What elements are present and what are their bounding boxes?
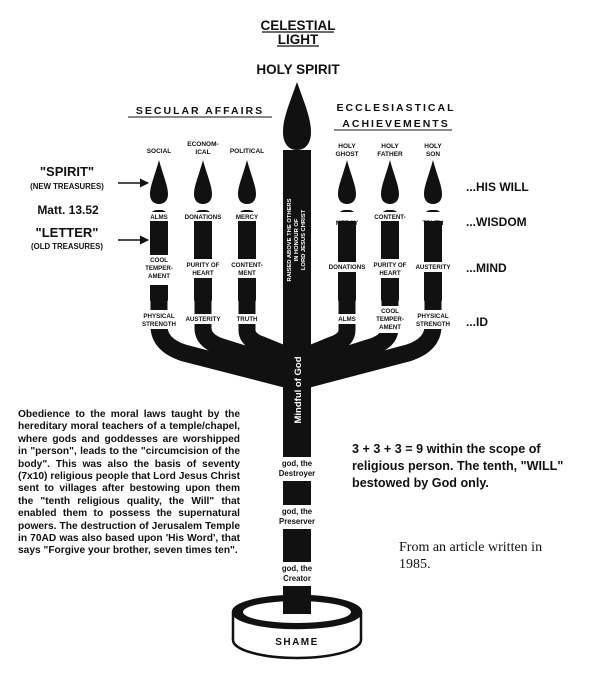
quality-mind-economical-1: PURITY OF	[186, 262, 220, 269]
flame-central	[283, 82, 311, 150]
quality-id-social-2: STRENGTH	[141, 321, 177, 328]
candle-title-social: SOCIAL	[146, 148, 172, 155]
letter-label: "LETTER"	[35, 225, 99, 240]
quality-wisdom-holy-son: TRUTH	[422, 220, 444, 227]
quality-mind-economical-2: HEART	[192, 270, 214, 277]
stem-texts	[279, 459, 315, 583]
obedience-paragraph: Obedience to the moral laws taught by the hereditary moral teachers of a temple/chapel, where gods and goddesses are worshipped in "person", leads to the "circumcision of the body". This was also the basis of seventy (7x10) religious people that Lord Jesus Christ sent to villages after bestowing upon them the "tenth religious quality, the Will" that enabled them to possess the supernatural powers. The destruction of Jerusalem Temple in 70AD was also based upon 'His Word', that says "Forgive your brother, seven times ten".	[18, 409, 240, 557]
flame-holy-son	[424, 160, 442, 204]
stem-into-base	[283, 598, 311, 614]
quality-mind-social-3: AMENT	[148, 273, 170, 280]
quality-id-holy-father-2: TEMPER-	[376, 316, 404, 323]
quality-wisdom-holy-ghost: MERCY	[335, 220, 359, 227]
letter-sublabel: (OLD TREASURES)	[31, 242, 103, 251]
quality-wisdom-political: MERCY	[235, 214, 259, 221]
his-will-label: ...HIS WILL	[466, 180, 529, 194]
stem-creator-2: Creator	[283, 574, 311, 583]
quality-mind-holy-father-2: HEART	[379, 270, 401, 277]
id-label: ...ID	[466, 315, 489, 329]
flame-social	[150, 160, 168, 204]
quality-id-holy-son-1: PHYSICAL	[417, 313, 449, 320]
candle-title-economical-1: ECONOM-	[187, 141, 219, 148]
central-inscription-3: LORD JESUS CHRIST	[301, 209, 307, 271]
candle-title-holy-ghost-2: GHOST	[335, 151, 359, 158]
quality-id-holy-ghost: ALMS	[338, 316, 356, 323]
stem-destroyer-2: Destroyer	[278, 469, 316, 478]
stem-preserver-1: god, the	[281, 507, 313, 516]
ecclesiastical-heading-2: ACHIEVEMENTS	[342, 118, 450, 130]
quality-id-economical: AUSTERITY	[185, 316, 221, 323]
holy-spirit-label: HOLY SPIRIT	[256, 62, 340, 77]
candle-title-holy-ghost-1: HOLY	[338, 143, 356, 150]
central-inscription-1: RAISED ABOVE THE OTHERS	[287, 198, 293, 282]
quality-mind-political-1: CONTENT-	[231, 262, 263, 269]
quality-mind-political-2: MENT	[238, 270, 256, 277]
ecclesiastical-heading-1: ECCLESIASTICAL	[336, 102, 456, 114]
flame-holy-father	[381, 160, 399, 204]
quality-mind-social-1: COOL	[150, 257, 168, 264]
quality-id-holy-father-1: COOL	[381, 308, 399, 315]
quality-mind-holy-ghost: DONATIONS	[328, 264, 366, 271]
candle-title-holy-father-2: FATHER	[377, 151, 403, 158]
article-note: From an article written in 1985.	[399, 540, 543, 572]
candle-title-economical-2: ICAL	[195, 149, 211, 156]
secular-heading: SECULAR AFFAIRS	[135, 105, 265, 117]
title-line-1: CELESTIAL	[260, 18, 336, 33]
base-label-shame: SHAME	[275, 637, 319, 648]
quality-wisdom-holy-father-1: CONTENT-	[374, 214, 406, 221]
quality-wisdom-social: ALMS	[150, 214, 168, 221]
title-line-2: LIGHT	[277, 32, 319, 47]
quality-id-holy-father-3: AMENT	[379, 324, 401, 331]
candle-title-political: POLITICAL	[229, 148, 265, 155]
quality-mind-holy-son: AUSTERITY	[415, 264, 451, 271]
spirit-label: "SPIRIT"	[39, 164, 95, 179]
quality-id-holy-son-2: STRENGTH	[415, 321, 451, 328]
quality-wisdom-holy-father-2: MENT	[381, 221, 399, 228]
candle-political	[238, 210, 256, 306]
candle-economical	[194, 210, 212, 306]
quality-mind-holy-father-1: PURITY OF	[373, 262, 407, 269]
quality-id-political: TRUTH	[236, 316, 258, 323]
wisdom-label: ...WISDOM	[466, 215, 527, 229]
quality-mind-social-2: TEMPER-	[145, 265, 173, 272]
mindful-of-god-label: Mindful of God	[293, 356, 304, 424]
matt-reference: Matt. 13.52	[37, 203, 99, 217]
quality-id-social-1: PHYSICAL	[143, 313, 175, 320]
flame-holy-ghost	[338, 160, 356, 204]
stem-creator-1: god, the	[281, 564, 313, 573]
candle-title-holy-son-2: SON	[425, 151, 441, 158]
flame-economical	[194, 160, 212, 204]
mind-label: ...MIND	[466, 261, 507, 275]
central-inscription-2: IN HONOUR OF	[294, 218, 300, 262]
stem-destroyer-1: god, the	[281, 459, 313, 468]
candle-title-holy-father-1: HOLY	[381, 143, 399, 150]
stem-preserver-2: Preserver	[279, 517, 315, 526]
quality-wisdom-economical: DONATIONS	[184, 214, 222, 221]
spirit-sublabel: (NEW TREASURES)	[30, 182, 104, 191]
scope-paragraph: 3 + 3 + 3 = 9 within the scope of religious person. The tenth, "WILL" bestowed by God only.	[352, 442, 564, 490]
flame-political	[238, 160, 256, 204]
candle-title-holy-son-1: HOLY	[424, 143, 442, 150]
